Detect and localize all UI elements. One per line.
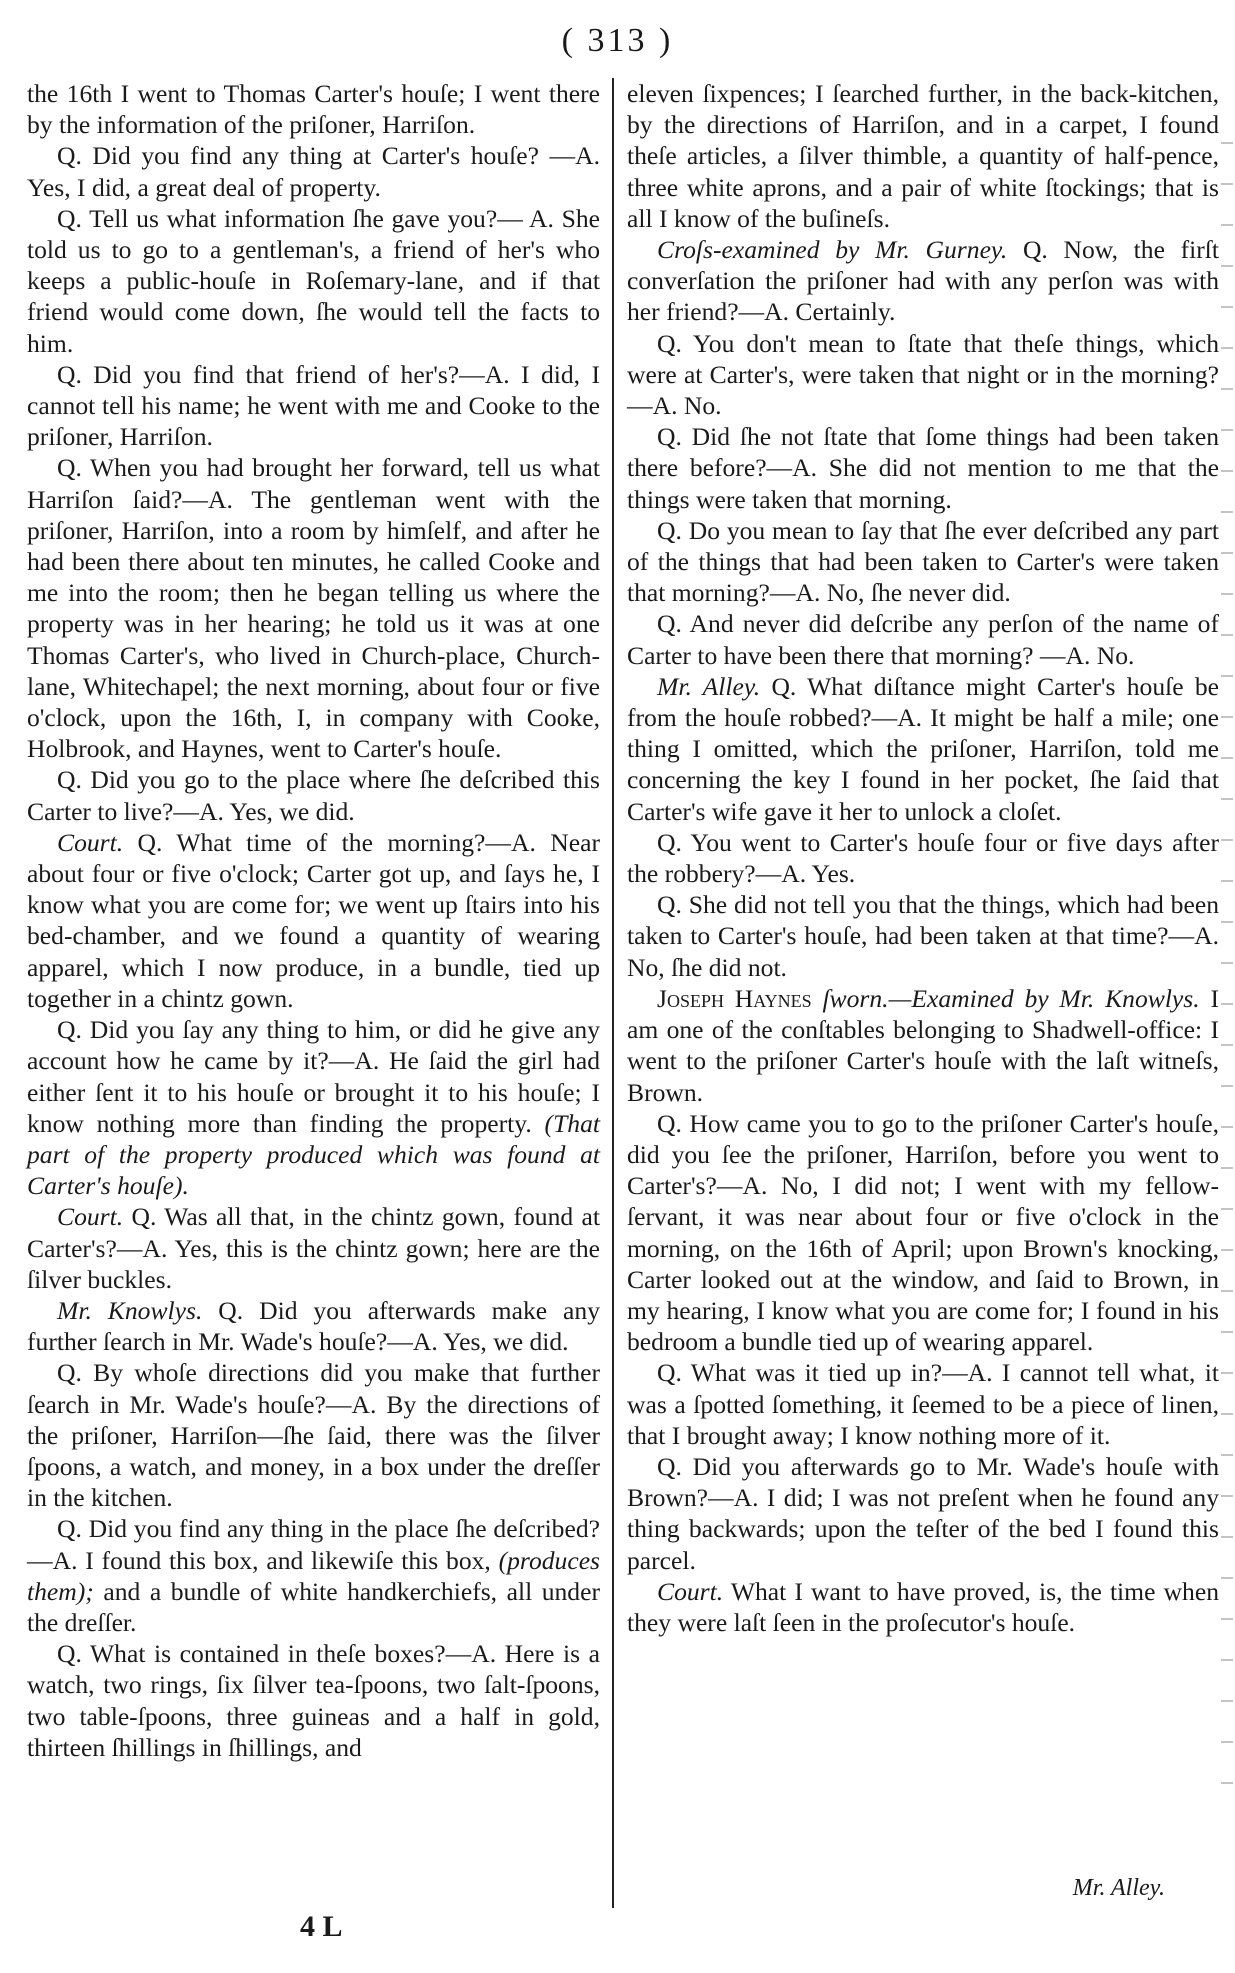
speaker-label: Court. (57, 1202, 124, 1232)
paragraph: Q. Did you find that friend of her's?—A. I did, I cannot tell his name; he went with me and Cooke to the priſoner, Harriſon. (27, 359, 600, 452)
paragraph: Q. Did ſhe not ſtate that ſome things had been taken there before?—A. She did not mention to me that the things were taken that morning. (627, 422, 1219, 514)
signature-mark: 4 L (300, 1910, 343, 1943)
paragraph-text: Q. Did you ſay any thing to him, or did he give any account how he came by it?—A. He ſaid the girl had either ſent it to his houſe or brought it to his houſe; I know nothing more than finding the property. (27, 1015, 600, 1138)
paragraph: Q. You went to Carter's houſe four or five days after the robbery?—A. Yes. (627, 827, 1219, 889)
paragraph (627, 234, 1219, 328)
witness-sworn: ſworn.—Examined by Mr. Knowlys. (822, 983, 1200, 1013)
speaker-label: Croſs-examined by Mr. Gurney. (657, 235, 1008, 265)
paragraph: Q. She did not tell you that the things, which had been taken to Carter's houſe, had been taken at that time?—A. No, ſhe did not. (627, 890, 1219, 982)
page-edge-marks (1221, 120, 1233, 1820)
paragraph: Q. You don't mean to ſtate that theſe things, which were at Carter's, were taken that night or in the morning?—A. No. (627, 328, 1219, 421)
speaker-label: Court. (57, 827, 124, 857)
column-divider (612, 78, 614, 1908)
paragraph: Q. What is contained in theſe boxes?—A. Here is a watch, two rings, ſix ſilver tea-ſpoons, two ſalt-ſpoons, two table-ſpoons, three guineas and a half in gold, thirteen ſhillings in ſhillings, and (27, 1639, 600, 1762)
paragraph (27, 827, 600, 1014)
paragraph: Q. How came you to go to the priſoner Carter's houſe, did you ſee the priſoner, Harriſon, before you went to Carter's?—A. No, I did not; I went with my fellow-ſervant, it was near about four or five o'clock in the morning, on the 16th of April; upon Brown's knocking, Carter looked out at the window, and ſaid to Brown, in my hearing, I know what you are come for; I found in his bedroom a bundle tied up of wearing apparel. (627, 1108, 1219, 1357)
paragraph (627, 671, 1219, 827)
paragraph: Q. Did you go to the place where ſhe deſcribed this Carter to live?—A. Yes, we did. (27, 765, 600, 826)
editorial-note: (That part of the property produced which was found at Carter's houſe). (27, 1108, 601, 1201)
paragraph: Q. Do you mean to ſay that ſhe ever deſcribed any part of the things that had been taken to Carter's were taken that morning?—A. No, ſhe never did. (627, 515, 1219, 608)
right-column (627, 78, 1219, 1638)
paragraph (27, 1513, 600, 1638)
speaker-label: Mr. Knowlys. (57, 1295, 203, 1325)
paragraph: Q. Did you afterwards go to Mr. Wade's houſe with Brown?—A. I did; I was not preſent when he found any thing backwards; upon the teſter of the bed I found this parcel. (627, 1451, 1219, 1575)
paragraph: the 16th I went to Thomas Carter's houſe; I went there by the information of the priſoner, Harriſon. (27, 79, 600, 140)
paragraph-text: and a bundle of white handkerchiefs, all under the dreſſer. (27, 1576, 600, 1637)
page-number: ( 313 ) (561, 22, 674, 59)
witness-name: Joseph Haynes (657, 983, 812, 1013)
catchword: Mr. Alley. (1072, 1875, 1165, 1901)
speaker-label: Court. (657, 1576, 724, 1606)
left-column (27, 78, 600, 1763)
paragraph-text: Q. Did you find any thing in the place ſhe deſcribed?—A. I found this box, and likewiſe this box, (27, 1514, 600, 1575)
paragraph-text: I am one of the conſtables belonging to Shadwell-office: I went to the priſoner Carter's houſe with the laſt witneſs, Brown. (627, 983, 1219, 1107)
paragraph-text: Q. Now, the firſt converſation the priſoner had with any perſon was with her friend?—A. Certainly. (627, 235, 1219, 327)
paragraph (627, 1576, 1219, 1638)
speaker-label: Mr. Alley. (657, 671, 761, 701)
paragraph: eleven ſixpences; I ſearched further, in the back-kitchen, by the directions of Harriſon, and in a carpet, I found theſe articles, a ſilver thimble, a quantity of half-pence, three white aprons, and a pair of white ſtockings; that is all I know of the buſineſs. (627, 79, 1219, 233)
paragraph-text: Q. Did you afterwards make any further ſearch in Mr. Wade's houſe?—A. Yes, we did. (27, 1295, 600, 1357)
paragraph (627, 983, 1219, 1108)
paragraph (27, 1295, 600, 1357)
paragraph: Q. What was it tied up in?—A. I cannot tell what, it was a ſpotted ſomething, it ſeemed to be a piece of linen, that I brought away; I know nothing more of it. (627, 1358, 1219, 1450)
paragraph-text: Q. Was all that, in the chintz gown, found at Carter's?—A. Yes, this is the chintz gown; here are the ſilver buckles. (27, 1202, 601, 1294)
paragraph: Q. By whoſe directions did you make that further ſearch in Mr. Wade's houſe?—A. By the directions of the priſoner, Harriſon—ſhe ſaid, there was the ſilver ſpoons, a watch, and money, in a box under the dreſſer in the kitchen. (27, 1358, 600, 1513)
paragraph-text: Q. What time of the morning?—A. Near about four or five o'clock; Carter got up, and ſays he, I know what you are come for; we went up ſtairs into his bed-chamber, and we found a quantity of wearing apparel, which I now produce, in a bundle, tied up together in a chintz gown. (27, 827, 600, 1013)
paragraph: Q. When you had brought her forward, tell us what Harriſon ſaid?—A. The gentleman went with the priſoner, Harriſon, into a room by himſelf, and after he had been there about ten minutes, he called Cooke and me into the room; then he began telling us where the property was in her hearing; he told us it was at one Thomas Carter's, who lived in Church-place, Church-lane, Whitechapel; the next morning, about four or five o'clock, upon the 16th, I, in company with Cooke, Holbrook, and Haynes, went to Carter's houſe. (27, 453, 600, 764)
paragraph-text: Q. What diſtance might Carter's houſe be from the houſe robbed?—A. It might be half a mile; one thing I omitted, which the priſoner, Harriſon, told me concerning the key I found in her pocket, ſhe ſaid that Carter's wife gave it her to unlock a cloſet. (627, 671, 1219, 826)
editorial-note: (produces them); (27, 1545, 601, 1606)
paragraph (27, 1014, 600, 1201)
paragraph: Q. Did you find any thing at Carter's houſe? —A. Yes, I did, a great deal of property. (27, 141, 600, 202)
paragraph: Q. Tell us what information ſhe gave you?— A. She told us to go to a gentleman's, a friend of her's who keeps a public-houſe in Roſemary-lane, and if that friend would come down, ſhe would tell the facts to him. (27, 203, 600, 358)
paragraph: Q. And never did deſcribe any perſon of the name of Carter to have been there that morning? —A. No. (627, 609, 1219, 670)
paragraph-text: What I want to have proved, is, the time when they were laſt ſeen in the proſecutor's houſe. (627, 1576, 1220, 1637)
paragraph (27, 1201, 600, 1295)
